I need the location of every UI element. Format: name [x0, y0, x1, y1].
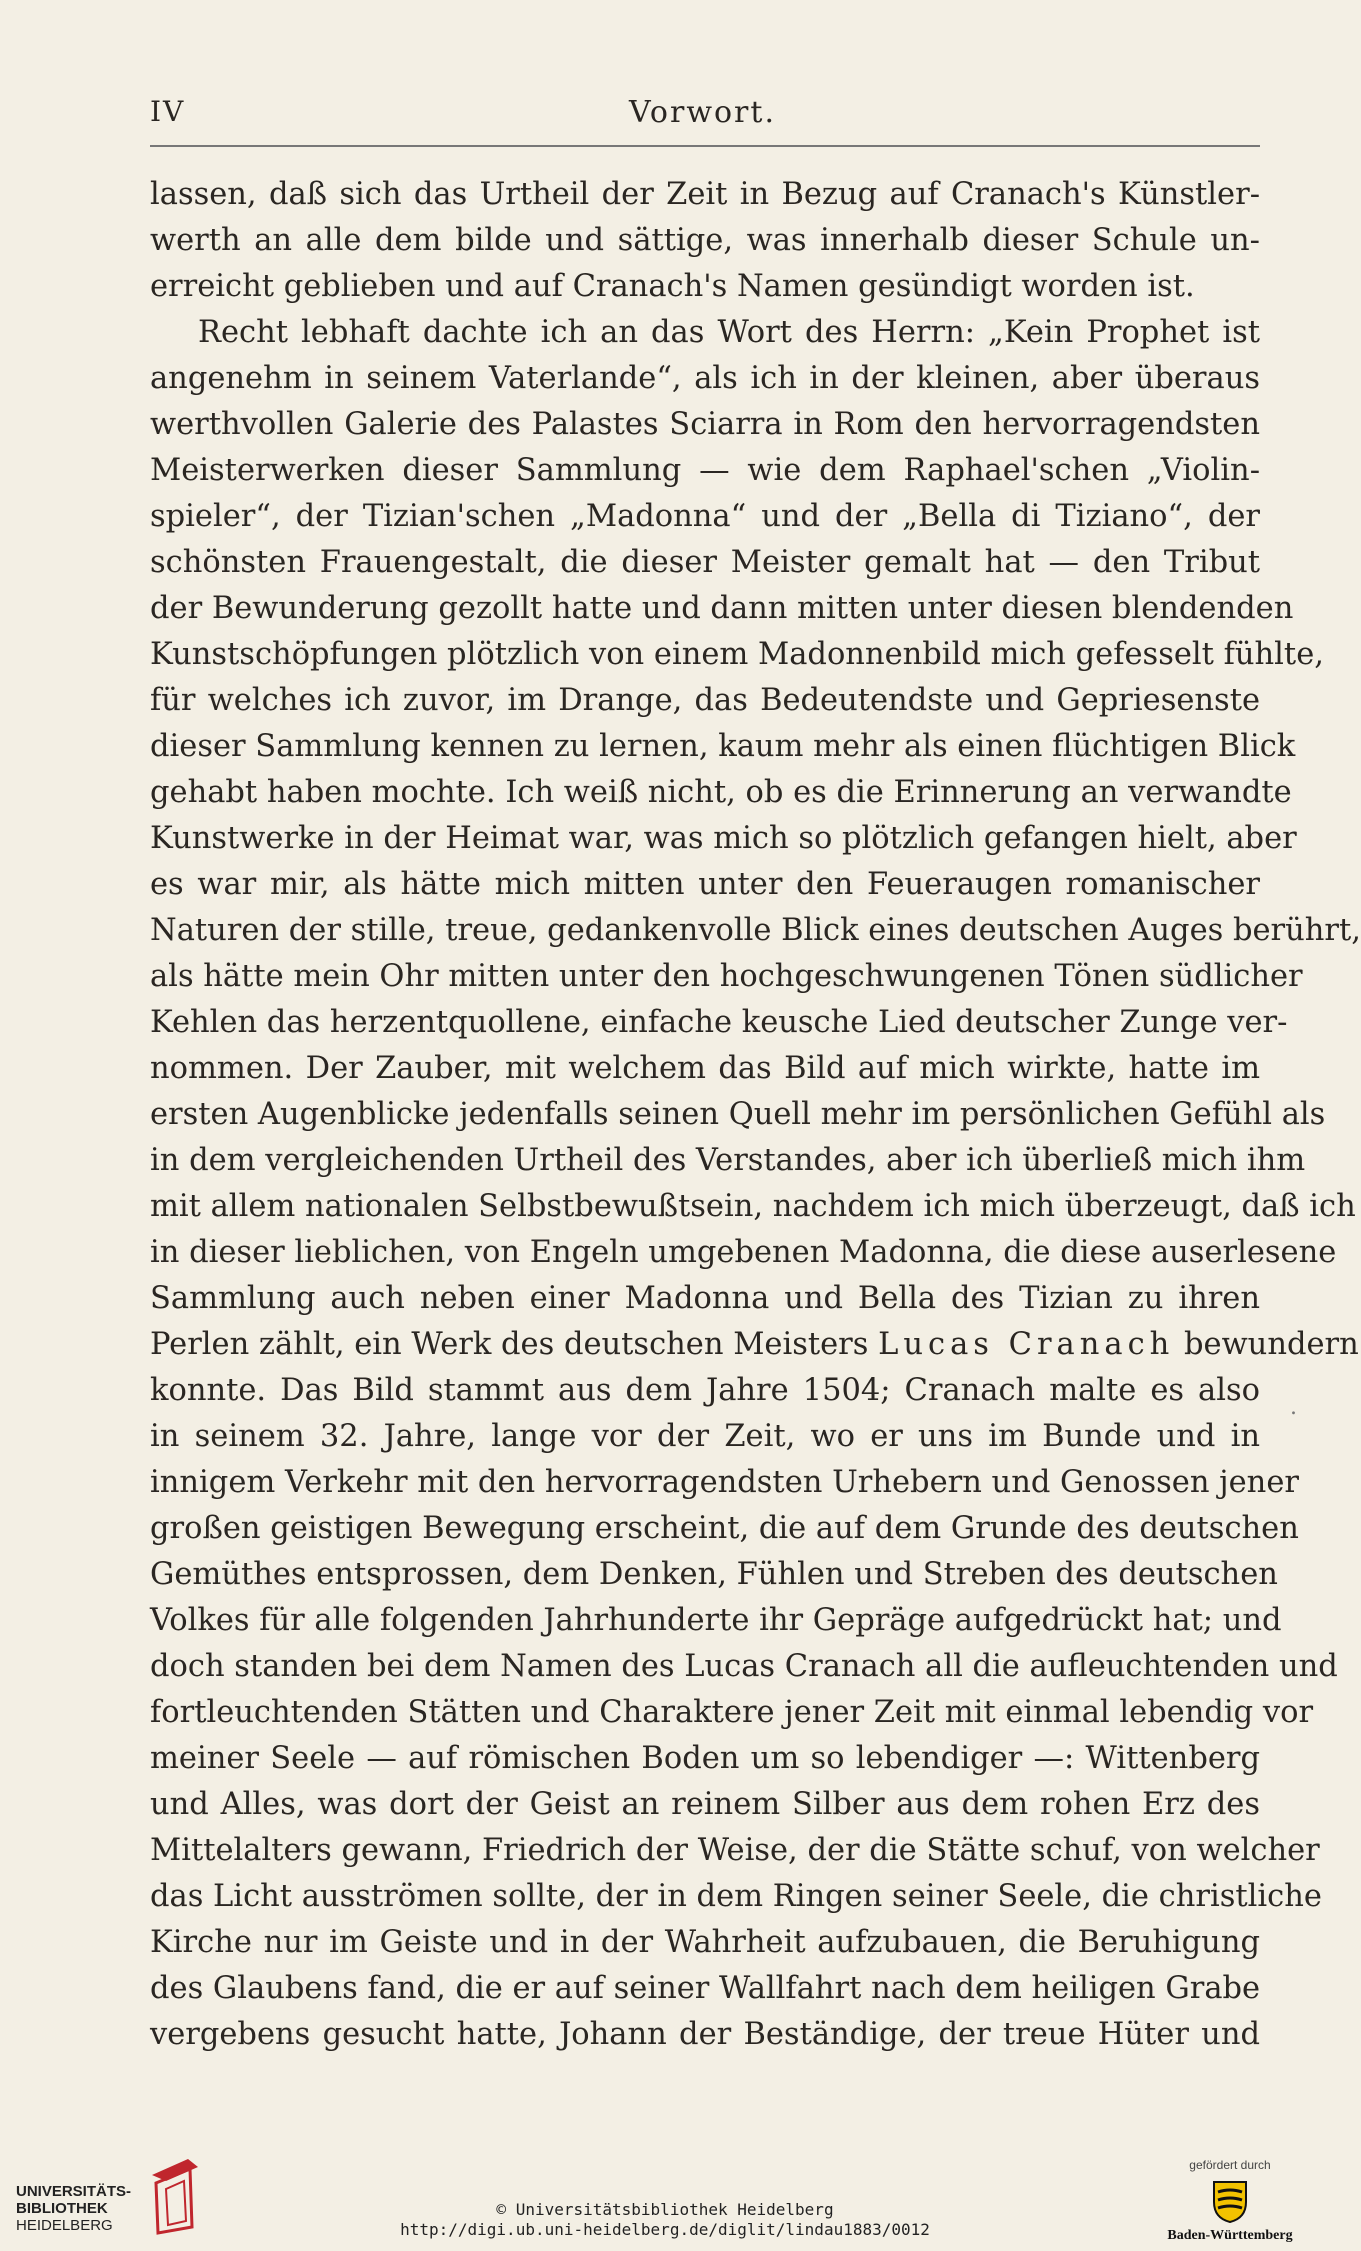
text-line: konnte. Das Bild stammt aus dem Jahre 1504; Cranach malte es also: [150, 1373, 1260, 1408]
text-line: in dem vergleichenden Urtheil des Verstandes, aber ich überließ mich ihm: [150, 1143, 1306, 1178]
text-line-with-spaced-name: [150, 1322, 1359, 1368]
copyright-text: © Universitätsbibliothek Heidelberg: [496, 2200, 834, 2219]
text-line: dieser Sammlung kennen zu lernen, kaum mehr als einen flüchtigen Blick: [150, 729, 1296, 764]
text-line: Naturen der stille, treue, gedankenvolle Blick eines deutschen Auges berührt,: [150, 913, 1361, 948]
page-header: [150, 95, 1255, 139]
text-line: des Glaubens fand, die er auf seiner Wallfahrt nach dem heiligen Grabe: [150, 1971, 1261, 2006]
coat-of-arms-icon: [1210, 2178, 1250, 2224]
text-line: Mittelalters gewann, Friedrich der Weise, der die Stätte schuf, von welcher: [150, 1833, 1320, 1868]
spaced-artist-name: Lucas Cranach: [878, 1327, 1175, 1362]
text-line: und Alles, was dort der Geist an reinem Silber aus dem rohen Erz des: [150, 1787, 1260, 1822]
library-name: [16, 2183, 131, 2234]
text-segment: Perlen zählt, ein Werk des deutschen Meisters: [150, 1327, 869, 1362]
library-logo-icon: [146, 2155, 202, 2235]
library-logo-block[interactable]: [16, 2155, 196, 2235]
text-line: Gemüthes entsprossen, dem Denken, Fühlen und Streben des deutschen: [150, 1557, 1278, 1592]
library-name-line: HEIDELBERG: [16, 2217, 113, 2234]
text-line: werth an alle dem bilde und sättige, was innerhalb dieser Schule un-: [150, 223, 1260, 258]
text-line: angenehm in seinem Vaterlande“, als ich in der kleinen, aber überaus: [150, 361, 1260, 396]
text-line: fortleuchtenden Stätten und Charaktere jener Zeit mit einmal lebendig vor: [150, 1695, 1314, 1730]
text-line: großen geistigen Bewegung erscheint, die auf dem Grunde des deutschen: [150, 1511, 1299, 1546]
text-line: Kirche nur im Geiste und in der Wahrheit aufzubauen, die Beruhigung: [150, 1925, 1260, 1960]
text-line: es war mir, als hätte mich mitten unter den Feueraugen romanischer: [150, 867, 1260, 902]
text-line: Kunstschöpfungen plötzlich von einem Madonnenbild mich gefesselt fühlte,: [150, 637, 1324, 672]
library-name-line: UNIVERSITÄTS-: [16, 2183, 132, 2200]
text-line: lassen, daß sich das Urtheil der Zeit in Bezug auf Cranach's Künstler-: [150, 177, 1260, 212]
text-line: gehabt haben mochte. Ich weiß nicht, ob es die Erinnerung an verwandte: [150, 775, 1292, 810]
funded-by-label: gefördert durch: [1189, 2158, 1271, 2172]
text-line: Recht lebhaft dachte ich an das Wort des Herrn: „Kein Prophet ist: [198, 315, 1260, 350]
text-line: ersten Augenblicke jedenfalls seinen Quell mehr im persönlichen Gefühl als: [150, 1097, 1326, 1132]
text-line: Kehlen das herzentquollene, einfache keusche Lied deutscher Zunge ver-: [150, 1005, 1288, 1040]
text-line: doch standen bei dem Namen des Lucas Cranach all die aufleuchtenden und: [150, 1649, 1338, 1684]
text-line: Meisterwerken dieser Sammlung — wie dem Raphael'schen „Violin-: [150, 453, 1260, 488]
source-url-link[interactable]: http://digi.ub.uni-heidelberg.de/diglit/lindau1883/0012: [400, 2220, 930, 2239]
text-line: in dieser lieblichen, von Engeln umgebenen Madonna, die diese auserlesene: [150, 1235, 1337, 1270]
text-line: Kunstwerke in der Heimat war, was mich so plötzlich gefangen hielt, aber: [150, 821, 1297, 856]
text-line: in seinem 32. Jahre, lange vor der Zeit, wo er uns im Bunde und in: [150, 1419, 1260, 1454]
text-line: spieler“, der Tizian'schen „Madonna“ und der „Bella di Tiziano“, der: [150, 499, 1260, 534]
state-name: Baden-Württemberg: [1167, 2228, 1293, 2243]
page-number: IV: [150, 95, 186, 128]
text-line: das Licht ausströmen sollte, der in dem Ringen seiner Seele, die christliche: [150, 1879, 1322, 1914]
text-line: innigem Verkehr mit den hervorragendsten Urhebern und Genossen jener: [150, 1465, 1299, 1500]
body-text: [150, 172, 1361, 2058]
text-line: Volkes für alle folgenden Jahrhunderte ihr Gepräge aufgedrückt hat; und: [150, 1603, 1282, 1638]
text-line: werthvollen Galerie des Palastes Sciarra in Rom den hervorragendsten: [150, 407, 1260, 442]
header-rule: [150, 145, 1260, 147]
text-line: als hätte mein Ohr mitten unter den hochgeschwungenen Tönen südlicher: [150, 959, 1303, 994]
text-line: vergebens gesucht hatte, Johann der Beständige, der treue Hüter und: [150, 2017, 1260, 2052]
text-line: nommen. Der Zauber, mit welchem das Bild auf mich wirkte, hatte im: [150, 1051, 1260, 1086]
text-segment: bewundern: [1174, 1327, 1359, 1362]
text-line: Sammlung auch neben einer Madonna und Bella des Tizian zu ihren: [150, 1281, 1260, 1316]
text-line: meiner Seele — auf römischen Boden um so lebendiger —: Wittenberg: [150, 1741, 1260, 1776]
text-line: erreicht geblieben und auf Cranach's Namen gesündigt worden ist.: [150, 269, 1195, 304]
funding-block: [1160, 2158, 1300, 2248]
footer-credits: [350, 2200, 980, 2240]
text-line: der Bewunderung gezollt hatte und dann mitten unter diesen blendenden: [150, 591, 1294, 626]
margin-mark: .: [1290, 1395, 1297, 1420]
running-title: Vorwort.: [629, 95, 776, 130]
library-name-line: BIBLIOTHEK: [16, 2200, 108, 2217]
text-line: mit allem nationalen Selbstbewußtsein, nachdem ich mich überzeugt, daß ich: [150, 1189, 1356, 1224]
text-line: für welches ich zuvor, im Drange, das Bedeutendste und Gepriesenste: [150, 683, 1260, 718]
text-line: schönsten Frauengestalt, die dieser Meister gemalt hat — den Tribut: [150, 545, 1260, 580]
